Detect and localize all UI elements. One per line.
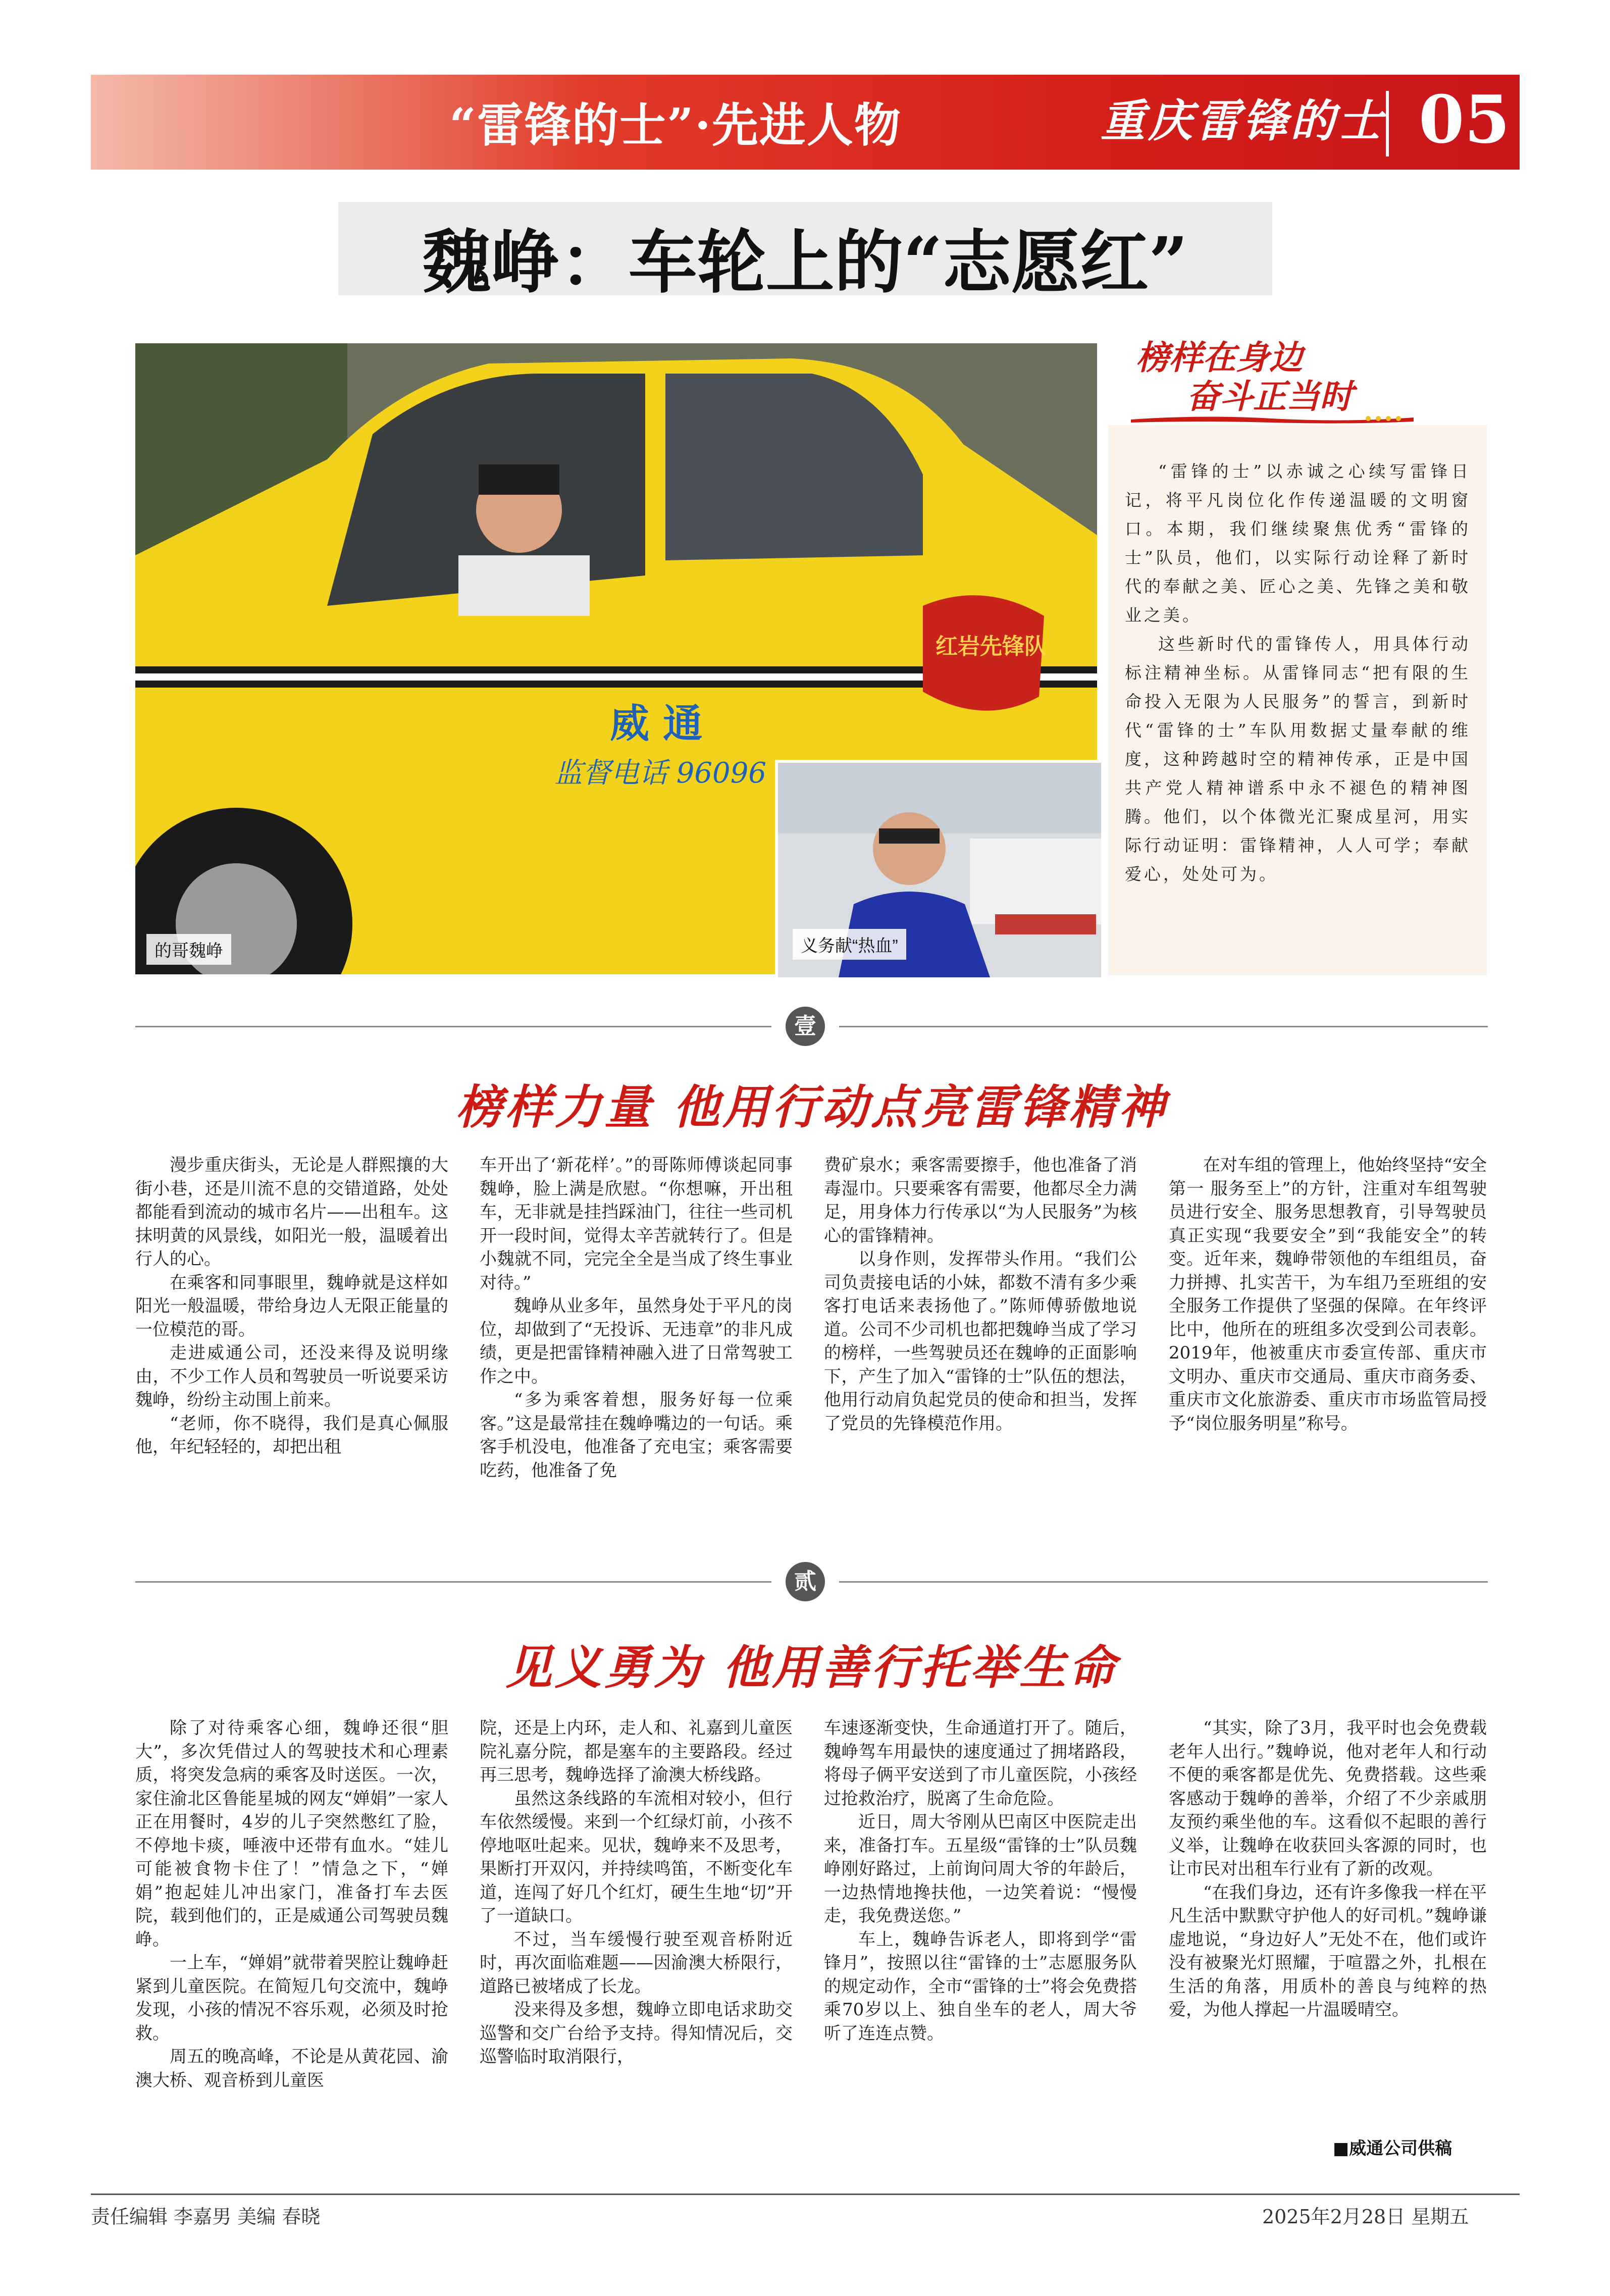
section-divider [135, 1581, 771, 1583]
paper-logo: 重庆雷锋的士 [1101, 94, 1386, 147]
paragraph: 车速逐渐变快，生命通道打开了。随后，魏峥驾车用最快的速度通过了拥堵路段，将母子俩平安送到了市儿童医院，小孩经过抢救治疗，脱离了生命危险。 [824, 1718, 1137, 1809]
footer-date: 2025年2月28日 星期五 [1262, 2206, 1469, 2228]
paragraph: 院，还是上内环，走人和、礼嘉到儿童医院礼嘉分院，都是塞车的主要路段。经过再三思考，魏峥选择了渝澳大桥线路。 [480, 1718, 793, 1785]
paragraph: 以身作则，发挥带头作用。“我们公司负责接电话的小妹，都数不清有多少乘客打电话来表扬他了。”陈师傅骄傲地说道。公司不少司机也都把魏峥当成了学习的榜样，一些驾驶员还在魏峥的正面影响下，产生了加入“雷锋的士”队伍的想法，他用行动肩负起党员的使命和担当，发挥了党员的先锋模范作用。 [824, 1249, 1137, 1434]
section-seal: 壹 [786, 1007, 825, 1046]
section-seal: 贰 [786, 1562, 825, 1601]
paragraph: 除了对待乘客心细，魏峥还很“胆大”，多次凭借过人的驾驶技术和心理素质，将突发急病的乘客及时送医。一次，家住渝北区鲁能星城的网友“婵娟”一家人正在用餐时，4岁的儿子突然憋红了脸，不停地卡痰，唾液中还带有血水。“娃儿可能被食物卡住了！”情急之下，“婵娟”抱起娃儿冲出家门，准备打车去医院，载到他们的，正是威通公司驾驶员魏峥。 [135, 1718, 448, 1950]
paragraph: 走进威通公司，还没来得及说明缘由，不少工作人员和驾驶员一听说要采访魏峥，纷纷主动围上前来。 [135, 1343, 448, 1410]
slogan-line-2: 奋斗正当时 [1186, 377, 1353, 416]
page-number: 05 [1419, 81, 1510, 158]
headline: 魏峥：车轮上的“志愿红” [422, 222, 1188, 303]
paragraph: 虽然这条线路的车流相对较小，但行车依然缓慢。来到一个红绿灯前，小孩不停地呕吐起来。见状，魏峥来不及思考，果断打开双闪，并持续鸣笛，不断变化车道，连闯了好几个红灯，硬生生地“切”开了一道缺口。 [480, 1788, 793, 1926]
section-heading: 见义勇为 他用善行托举生命 [505, 1640, 1119, 1695]
paragraph: “多为乘客着想，服务好每一位乘客。”这是最常挂在魏峥嘴边的一句话。乘客手机没电，他准备了充电宝；乘客需要吃药，他准备了免 [480, 1390, 793, 1481]
paragraph: 没来得及多想，魏峥立即电话求助交巡警和交广台给予支持。得知情况后，交巡警临时取消限行， [480, 2000, 793, 2067]
footer-editor: 责任编辑 李嘉男 美编 春晓 [91, 2206, 321, 2228]
section-divider [839, 1581, 1488, 1583]
footer-rule [91, 2194, 1520, 2195]
door-badge-text: 红岩先锋队 [936, 634, 1047, 659]
article-column [480, 1716, 793, 2069]
paragraph: “在我们身边，还有许多像我一样在平凡生活中默默守护他人的好司机。”魏峥谦虚地说，“身边好人”无处不在，他们或许没有被聚光灯照耀，于喧嚣之外，扎根在生活的角落，用质朴的善良与纯粹的热爱，为他人撑起一片温暖晴空。 [1169, 1882, 1487, 2020]
article-column [824, 1716, 1137, 2045]
paragraph: 车上，魏峥告诉老人，即将到学“雷锋月”，按照以往“雷锋的士”志愿服务队的规定动作，全市“雷锋的士”将会免费搭乘70岁以上、独自坐车的老人，周大爷听了连连点赞。 [824, 1929, 1137, 2044]
inset-caption: 义务献“热血” [793, 929, 906, 960]
paragraph: 车开出了‘新花样’。”的哥陈师傅谈起同事魏峥，脸上满是欣慰。“你想嘛，开出租车，无非就是挂挡踩油门，往往一些司机开一段时间，觉得太辛苦就转行了。但是小魏就不同，完完全全是当成了终生事业对待。” [480, 1155, 793, 1293]
paragraph: 周五的晚高峰，不论是从黄花园、渝澳大桥、观音桥到儿童医 [135, 2047, 448, 2091]
article-column [824, 1154, 1137, 1435]
article-credit: ■威通公司供稿 [1333, 2138, 1452, 2159]
sidebar-text [1125, 457, 1471, 889]
article-column [480, 1154, 793, 1482]
section-heading: 榜样力量 他用行动点亮雷锋精神 [455, 1080, 1168, 1134]
slogan-line-1: 榜样在身边 [1136, 338, 1303, 377]
photo-caption: 的哥魏峥 [146, 934, 231, 965]
article-column [135, 1716, 448, 2092]
paragraph: 近日，周大爷刚从巴南区中医院走出来，准备打车。五星级“雷锋的士”队员魏峥刚好路过，上前询问周大爷的年龄后，一边热情地搀扶他，一边笑着说：“慢慢走，我免费送您。” [824, 1812, 1137, 1926]
paragraph: 漫步重庆街头，无论是人群熙攘的大街小巷，还是川流不息的交错道路，处处都能看到流动的城市名片——出租车。这抹明黄的风景线，如阳光一般，温暖着出行人的心。 [135, 1155, 448, 1269]
header-divider [1386, 91, 1389, 156]
paragraph: 不过，当车缓慢行驶至观音桥附近时，再次面临难题——因渝澳大桥限行，道路已被堵成了长龙。 [480, 1929, 793, 1997]
paragraph: 魏峥从业多年，虽然身处于平凡的岗位，却做到了“无投诉、无违章”的非凡成绩，更是把雷锋精神融入进了日常驾驶工作之中。 [480, 1296, 793, 1387]
paragraph: “其实，除了3月，我平时也会免费载老年人出行。”魏峥说，他对老年人和行动不便的乘客都是优先、免费搭载。这些乘客感动于魏峥的善举，介绍了不少亲戚朋友预约乘坐他的车。这看似不起眼的善行义举，让魏峥在收获回头客源的同时，也让市民对出租车行业有了新的改观。 [1169, 1718, 1487, 1879]
article-column [1169, 1154, 1487, 1435]
section-title: “雷锋的士”·先进人物 [449, 98, 902, 152]
article-column [1169, 1716, 1487, 2022]
paragraph: 在对车组的管理上，他始终坚持“安全第一 服务至上”的方针，注重对车组驾驶员进行安全、服务思想教育，引导驾驶员真正实现“我要安全”到“我能安全”的转变。近年来，魏峥带领他的车组组员，奋力拼搏、扎实苦干，为车组乃至班组的安全服务工作提供了坚强的保障。在年终评比中，他所在的班组多次受到公司表彰。2019年，他被重庆市委宣传部、重庆市文明办、重庆市交通局、重庆市商务委、重庆市文化旅游委、重庆市市场监管局授予“岗位服务明星”称号。 [1169, 1155, 1487, 1434]
paragraph: 在乘客和同事眼里，魏峥就是这样如阳光一般温暖，带给身边人无限正能量的一位模范的哥。 [135, 1272, 448, 1340]
section-divider [135, 1026, 771, 1027]
brush-stroke-ornament [1131, 411, 1414, 426]
taxi-door-text-2: 监督电话 96096 [554, 757, 766, 790]
taxi-door-text-1: 威 通 [610, 701, 703, 747]
sidebar-paragraph: “雷锋的士”以赤诚之心续写雷锋日记，将平凡岗位化作传递温暖的文明窗口。本期，我们继续聚焦优秀“雷锋的士”队员，他们，以实际行动诠释了新时代的奉献之美、匠心之美、先锋之美和敬业之美。 [1125, 461, 1471, 625]
paragraph: 一上车，“婵娟”就带着哭腔让魏峥赶紧到儿童医院。在简短几句交流中，魏峥发现，小孩的情况不容乐观，必须及时抢救。 [135, 1953, 448, 2044]
article-column [135, 1154, 448, 1459]
sidebar-paragraph: 这些新时代的雷锋传人，用具体行动标注精神坐标。从雷锋同志“把有限的生命投入无限为人民服务”的誓言，到新时代“雷锋的士”车队用数据丈量奉献的维度，这种跨越时空的精神传承，正是中国共产党人精神谱系中永不褪色的精神图腾。他们，以个体微光汇聚成星河，用实际行动证明：雷锋精神，人人可学；奉献爱心，处处可为。 [1125, 634, 1471, 884]
paragraph: “老师，你不晓得，我们是真心佩服他，年纪轻轻的，却把出租 [135, 1413, 448, 1457]
section-divider [839, 1026, 1488, 1027]
paragraph: 费矿泉水；乘客需要擦手，他也准备了消毒湿巾。只要乘客有需要，他都尽全力满足，用身体力行传承以“为人民服务”为核心的雷锋精神。 [824, 1155, 1137, 1246]
